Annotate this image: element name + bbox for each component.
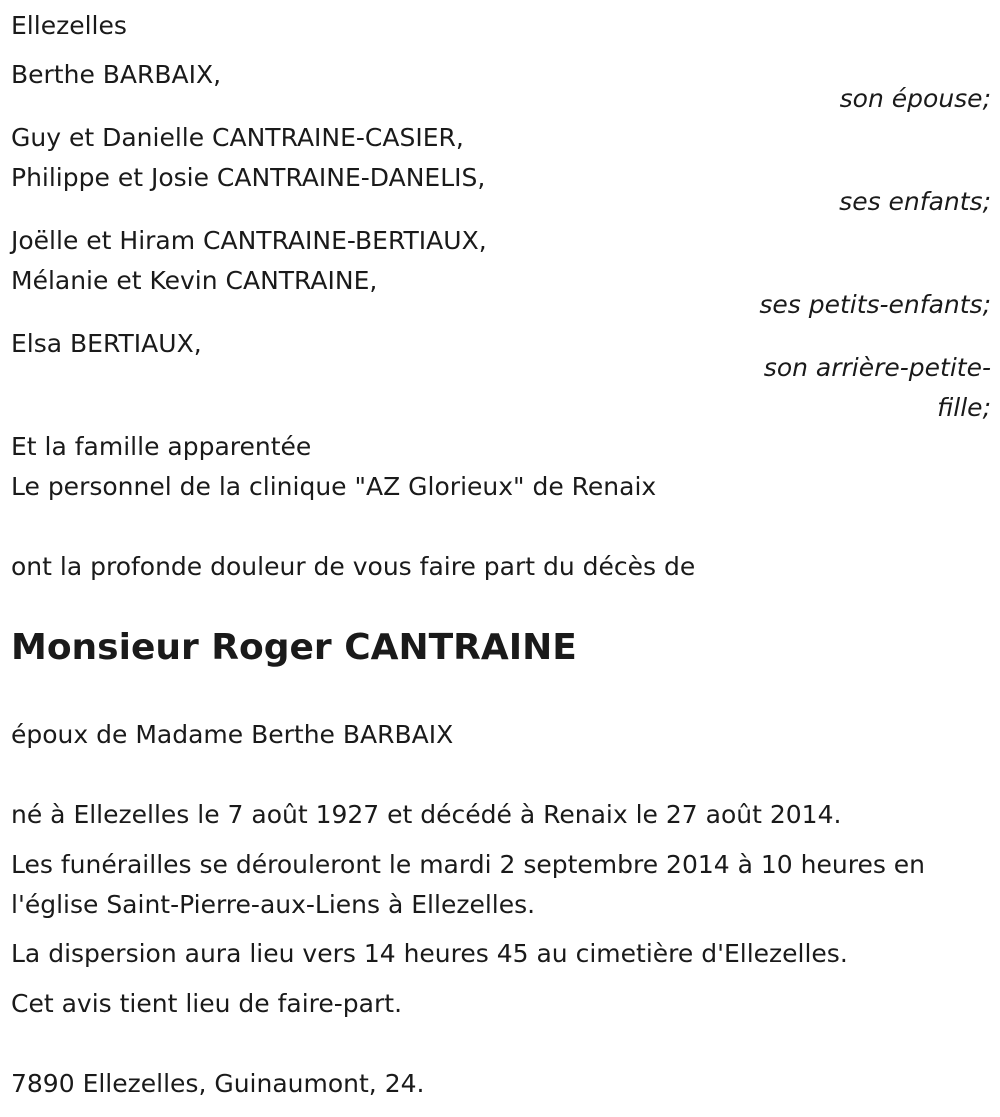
relatives-line: Et la famille apparentée <box>11 432 312 461</box>
great-grandchild: Elsa BERTIAUX, <box>11 329 202 358</box>
child-2: Philippe et Josie CANTRAINE-DANELIS, <box>11 163 486 192</box>
birth-death-line: né à Ellezelles le 7 août 1927 et décédé à Renaix le 27 août 2014. <box>11 800 842 829</box>
address-line: 7890 Ellezelles, Guinaumont, 24. <box>11 1069 425 1098</box>
grandchildren-role: ses petits-enfants; <box>759 290 991 319</box>
grandchild-1: Joëlle et Hiram CANTRAINE-BERTIAUX, <box>11 226 487 255</box>
funeral-line-2: l'église Saint-Pierre-aux-Liens à Ellezelles. <box>11 890 536 919</box>
spouse-of-line: époux de Madame Berthe BARBAIX <box>11 720 454 749</box>
city-header: Ellezelles <box>11 11 127 40</box>
grandchild-2: Mélanie et Kevin CANTRAINE, <box>11 266 378 295</box>
dispersion-line: La dispersion aura lieu vers 14 heures 45 au cimetière d'Ellezelles. <box>11 939 848 968</box>
child-1: Guy et Danielle CANTRAINE-CASIER, <box>11 123 464 152</box>
spouse-role: son épouse; <box>839 84 991 113</box>
great-grandchild-role: son arrière-petite-fille; <box>763 353 991 422</box>
obituary-notice <box>11 0 991 1117</box>
spouse-name: Berthe BARBAIX, <box>11 60 222 89</box>
funeral-line-1: Les funérailles se dérouleront le mardi 2 septembre 2014 à 10 heures en <box>11 850 926 879</box>
children-role: ses enfants; <box>839 187 991 216</box>
deceased-name: Monsieur Roger CANTRAINE <box>11 627 577 668</box>
staff-line: Le personnel de la clinique "AZ Glorieux" de Renaix <box>11 472 657 501</box>
notice-line: Cet avis tient lieu de faire-part. <box>11 989 403 1018</box>
intro-line: ont la profonde douleur de vous faire part du décès de <box>11 552 696 581</box>
